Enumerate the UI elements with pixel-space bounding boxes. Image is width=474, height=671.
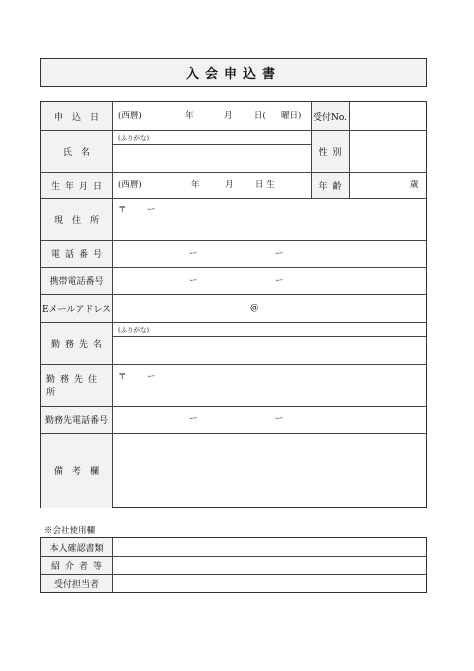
mobile-dash-1: ー [189,276,198,286]
name-furigana-label: (ふりがな) [118,134,150,142]
office-use-note: ※会社使用欄 [44,526,96,536]
remarks-input[interactable] [113,434,425,507]
receipt-number-input[interactable] [350,103,425,129]
employer-address-label: 勤務先住所 [41,364,112,406]
mobile-input[interactable] [113,268,425,293]
employer-phone-input[interactable] [113,407,425,432]
birth-date-label: 生年月日 [41,172,112,198]
receptionist-label: 受付担当者 [41,574,112,592]
birth-date-day-born: 日 生 [255,180,275,190]
apply-date-day: 日( [254,111,266,121]
apply-date-label: 申込日 [41,102,112,130]
age-input[interactable] [350,173,408,197]
birth-date-month: 月 [225,180,234,190]
name-input[interactable] [113,145,310,171]
email-label: Eメールアドレス [41,294,112,322]
address-postal-dash: ー [147,205,156,215]
name-label: 氏名 [41,130,112,172]
apply-date-era: (西暦) [118,111,142,121]
age-label: 年齢 [311,172,349,198]
apply-date-year: 年 [185,111,194,121]
employer-furigana-label: (ふりがな) [118,326,150,334]
birth-date-input[interactable] [113,173,310,197]
employer-label: 勤務先名 [41,322,112,364]
address-label: 現住所 [41,198,112,240]
form-title: 入会申込書 [40,58,427,87]
employer-phone-dash-1: ー [189,414,198,424]
apply-date-weekday: 曜日) [281,111,302,121]
apply-date-month: 月 [224,111,233,121]
name-furigana-input[interactable] [113,131,310,143]
referrer-label: 紹介者等 [41,556,112,574]
birth-date-year: 年 [191,180,200,190]
birth-date-era: (西暦) [118,180,142,190]
gender-label: 性別 [311,130,349,172]
email-at-sign: @ [250,303,259,313]
address-input[interactable] [113,199,425,239]
email-input[interactable] [113,295,425,321]
phone-label: 電話番号 [41,240,112,267]
office-use-table [40,537,427,593]
employer-phone-dash-2: ー [275,414,284,424]
employer-address-input[interactable] [113,365,425,405]
age-unit: 歳 [410,180,419,190]
application-form-table [40,101,427,508]
receipt-number-label: 受付No. [311,102,349,130]
employer-phone-label: 勤務先電話番号 [41,406,112,433]
phone-dash-1: ー [189,249,198,259]
phone-dash-2: ー [275,249,284,259]
receptionist-input[interactable] [113,575,425,591]
mobile-label: 携帯電話番号 [41,267,112,294]
employer-furigana-input[interactable] [113,323,425,335]
phone-input[interactable] [113,241,425,266]
remarks-label: 備考欄 [41,433,112,508]
employer-postal-dash: ー [147,372,156,382]
referrer-input[interactable] [113,557,425,573]
apply-date-input[interactable] [113,103,310,129]
mobile-dash-2: ー [275,276,284,286]
employer-postal-mark: 〒 [118,372,127,382]
employer-name-input[interactable] [113,337,425,363]
address-postal-mark: 〒 [118,205,127,215]
id-document-label: 本人確認書類 [41,538,112,556]
id-document-input[interactable] [113,539,425,555]
gender-input[interactable] [350,131,425,171]
